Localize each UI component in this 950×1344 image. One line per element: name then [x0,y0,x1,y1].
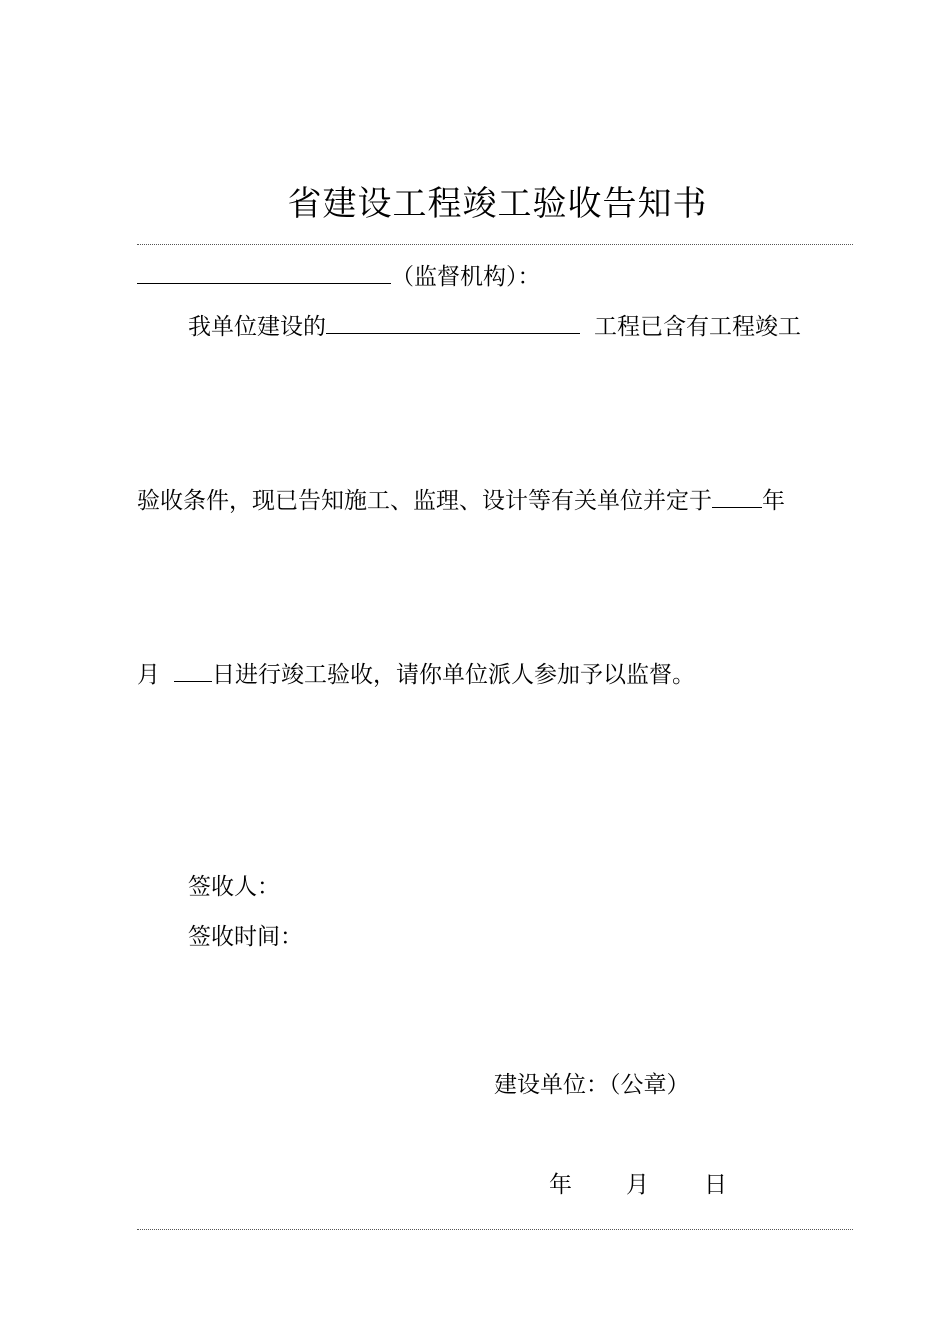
addressee-suffix: （监督机构）： [391,264,541,290]
day-blank[interactable] [174,659,212,682]
addressee-line [137,261,541,291]
para2-year: 年 [762,488,785,514]
date-year: 年 [549,1172,572,1198]
top-divider [137,244,853,245]
paragraph-line-3 [137,659,695,689]
builder-label: 建设单位：（公章） [494,1072,690,1098]
bottom-divider [137,1229,853,1230]
para3-month: 月 [137,662,160,688]
para1-prefix: 我单位建设的 [188,314,326,340]
sign-time-label: 签收时间： [188,924,303,950]
document-title: 省建设工程竣工验收告知书 [287,184,708,224]
para1-suffix: 工程已含有工程竣工 [594,314,801,340]
para3-text: 日进行竣工验收，请你单位派人参加予以监督。 [212,662,695,688]
project-name-blank[interactable] [326,311,580,334]
paragraph-line-1 [188,311,801,341]
date-month: 月 [626,1172,649,1198]
year-blank[interactable] [712,485,762,508]
signer-label: 签收人： [188,874,280,900]
paragraph-line-2 [137,485,785,515]
date-day: 日 [704,1172,727,1198]
supervision-agency-blank[interactable] [137,261,391,284]
para2-text: 验收条件，现已告知施工、监理、设计等有关单位并定于 [137,488,712,514]
